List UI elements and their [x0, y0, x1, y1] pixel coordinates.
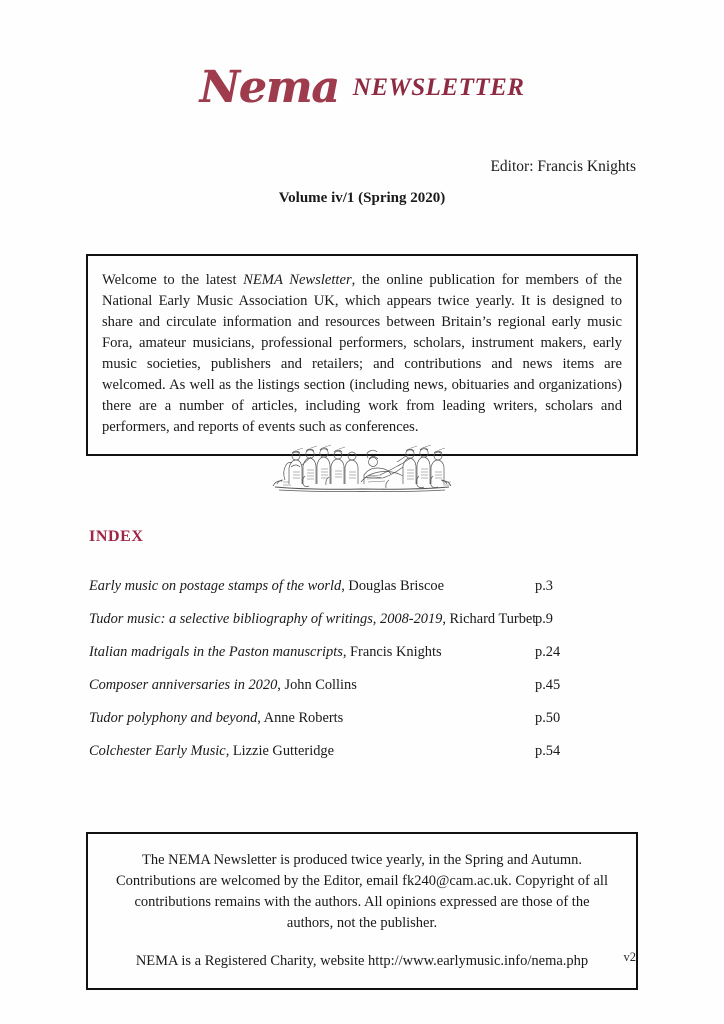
editor-line: Editor: Francis Knights [490, 158, 636, 175]
index-entry-page: p.50 [535, 710, 561, 726]
nema-logo-wordmark: Nema [199, 62, 339, 113]
index-entry-title: Colchester Early Music [89, 743, 226, 759]
index-list [89, 578, 629, 776]
index-entry-page: p.24 [535, 644, 561, 660]
footer-paragraph: The NEMA Newsletter is produced twice yearly, in the Spring and Autumn. Contributions are welcomed by the Editor, email fk240@cam.ac.uk. Copyright of all contributions remains with the authors. All opinions expressed are those of the authors, not the publisher. [116, 852, 608, 932]
index-entry-row[interactable] [89, 743, 629, 776]
index-entry-row[interactable] [89, 710, 629, 743]
index-entry-title: Tudor music: a selective bibliography of writings, 2008-2019 [89, 611, 443, 627]
index-entry-author: , Anne Roberts [257, 710, 344, 726]
index-entry-page: p.54 [535, 743, 561, 759]
index-entry-row[interactable] [89, 644, 629, 677]
index-entry-page: p.3 [535, 578, 553, 594]
ornament-container [0, 432, 724, 499]
index-heading: INDEX [89, 528, 144, 545]
index-entry-title: Italian madrigals in the Paston manuscripts [89, 644, 343, 660]
welcome-publication-title: NEMA Newsletter [243, 272, 352, 288]
newsletter-wordmark: NEWSLETTER [352, 73, 525, 101]
index-entry-title: Tudor polyphony and beyond [89, 710, 258, 726]
index-entry-row[interactable] [89, 677, 629, 710]
welcome-text-part2: , the online publication for members of the National Early Music Association UK, which appears twice yearly. It is designed to share and circulate information and resources between Britain’s regional early music Fora, amateur musicians, professional performers, scholars, instrument makers, early music societies, publishers and retailers; and contributions and news items are welcomed. As well as the listings section (including news, obituaries and organizations) there are a number of articles, including work from leading writers, scholars and performers, and reports of events such as conferences. [102, 272, 623, 435]
footer-box [86, 832, 638, 990]
welcome-text-part1: Welcome to the latest [102, 272, 244, 288]
welcome-paragraph [102, 270, 622, 438]
index-entry-page: p.45 [535, 677, 561, 693]
index-entry-author: , Richard Turbet [442, 611, 537, 627]
index-entry-author: , Francis Knights [342, 644, 442, 660]
index-entry-title: Composer anniversaries in 2020 [89, 677, 278, 693]
index-entry-title: Early music on postage stamps of the world [89, 578, 342, 594]
index-entry-page: p.9 [535, 611, 553, 627]
index-entry-row[interactable] [89, 611, 629, 644]
woodcut-musicians-engraving [269, 432, 455, 494]
index-entry-author: , Douglas Briscoe [341, 578, 444, 594]
index-entry-row[interactable] [89, 578, 629, 611]
footer-charity-line: NEMA is a Registered Charity, website http://www.earlymusic.info/nema.php [135, 952, 589, 969]
masthead [0, 62, 724, 113]
version-mark: v2 [623, 950, 636, 964]
index-entry-author: , Lizzie Gutteridge [225, 743, 334, 759]
welcome-box [86, 254, 638, 456]
index-entry-author: , John Collins [277, 677, 357, 693]
volume-line: Volume iv/1 (Spring 2020) [278, 190, 446, 206]
